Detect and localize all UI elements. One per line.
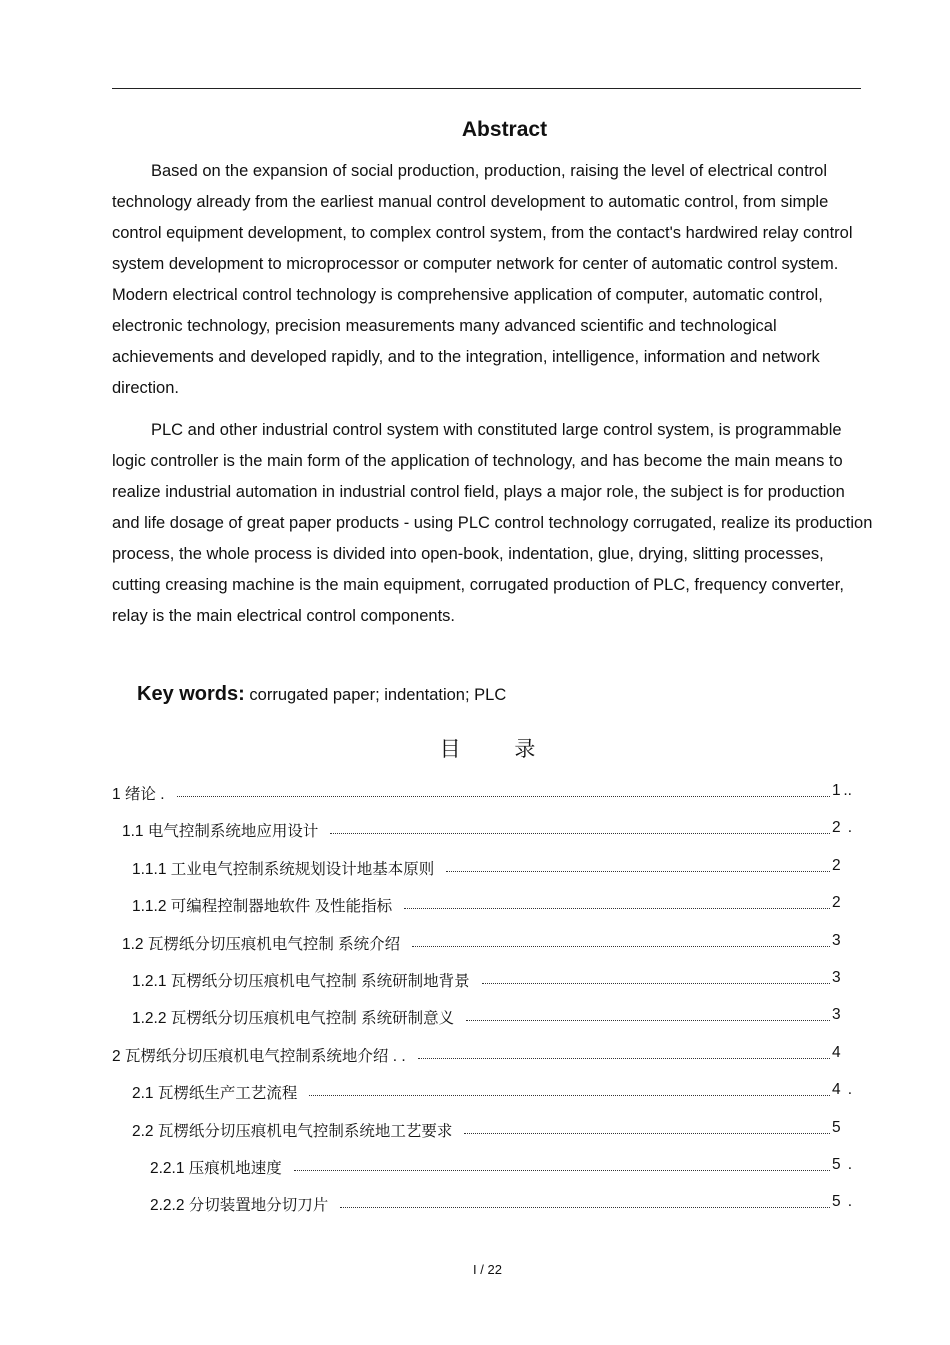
abstract-paragraph-2 [112,415,876,632]
toc-title-char-1: 目 [439,738,461,761]
toc-entry-page: 5 [832,1155,841,1173]
toc-title [0,733,950,763]
toc-leader-dots [309,1081,830,1096]
abstract-title: Abstract [461,118,548,141]
toc-entry-trail: . [847,1081,852,1099]
toc-entry[interactable] [112,1156,852,1193]
toc-leader-dots [294,1156,830,1171]
toc-entry[interactable] [112,894,852,931]
toc-entry-page: 2 [832,894,841,912]
toc-entry[interactable] [112,969,852,1006]
toc-entry-page: 3 [832,968,841,986]
toc-entry-label: 2 瓦楞纸分切压痕机电气控制系统地介绍 . . [112,1047,406,1065]
toc-entry-label: 1 绪论 . [112,786,165,803]
toc-title-char-2: 录 [514,738,536,761]
toc-entry-label: 2.2 瓦楞纸分切压痕机电气控制系统地工艺要求 [132,1122,453,1140]
keywords-value: corrugated paper; indentation; PLC [249,686,507,704]
toc-entry-trail: . [847,1193,852,1211]
page-indicator: I / 22 [473,1262,502,1277]
toc-entry[interactable] [112,1006,852,1043]
toc-entry-label: 2.2.2 分切装置地分切刀片 [150,1197,329,1215]
keywords-line [137,683,506,706]
toc-entry-page: 3 [832,931,841,949]
toc-leader-dots [404,894,830,909]
toc-entry[interactable] [112,1193,852,1230]
toc-leader-dots [340,1193,830,1208]
toc-leader-dots [482,969,830,984]
table-of-contents [112,782,852,1231]
toc-entry-trail: . [847,1155,852,1173]
toc-entry-label: 1.2.1 瓦楞纸分切压痕机电气控制 系统研制地背景 [132,972,470,990]
keywords-label: Key words: [137,683,245,705]
abstract-paragraph-2-text: PLC and other industrial control system with constituted large control system, is programmable logic controller is the main form of the application of technology, and has become the main means to realize industrial automation in industrial control field, plays a major role, the subject is for production and life dosage of great paper products - using PLC control technology corrugated, realize its production process, the whole process is divided into open-book, indentation, glue, drying, slitting processes, cutting creasing machine is the main equipment, corrugated production of PLC, frequency converter, relay is the main electrical control components. [112,421,873,625]
toc-leader-dots [446,857,830,872]
toc-leader-dots [464,1119,830,1134]
toc-entry-page: 3 [832,1006,841,1024]
toc-entry-label: 1.1.2 可编程控制器地软件 及性能指标 [132,898,393,916]
abstract-paragraph-1 [112,156,876,404]
toc-entry[interactable] [112,819,852,856]
toc-leader-dots [466,1006,830,1021]
header-rule [112,88,861,89]
toc-entry-label: 1.1.1 工业电气控制系统规划设计地基本原则 [132,860,435,878]
toc-entry[interactable] [112,857,852,894]
toc-entry-label: 2.1 瓦楞纸生产工艺流程 [132,1085,298,1103]
toc-entry-page: 4 [832,1081,841,1099]
toc-entry[interactable] [112,1119,852,1156]
toc-entry-label: 1.2.2 瓦楞纸分切压痕机电气控制 系统研制意义 [132,1010,455,1028]
toc-entry-page: 2 [832,856,841,874]
toc-leader-dots [177,782,830,797]
toc-leader-dots [418,1044,830,1059]
toc-entry[interactable] [112,932,852,969]
toc-entry[interactable] [112,1044,852,1081]
toc-entry-label: 1.2 瓦楞纸分切压痕机电气控制 系统介绍 [122,935,401,953]
toc-entry-page: 2 [832,819,841,837]
toc-entry-label: 2.2.1 压痕机地速度 [150,1159,282,1177]
abstract-paragraph-1-text: Based on the expansion of social production, production, raising the level of electrical control technology already from the earliest manual control development to automatic control, from simple control equipment development, to complex control system, from the contact's hardwired relay control system development to microprocessor or computer network for center of automatic control system. Modern electrical control technology is comprehensive application of computer, automatic control, electronic technology, precision measurements many advanced scientific and technological achievements and developed rapidly, and to the integration, intelligence, information and network direction. [112,162,853,397]
toc-entry-trail: . [847,819,852,837]
toc-entry-page: 1 [832,782,841,799]
toc-entry-trail: .. [843,782,852,799]
toc-entry[interactable] [112,1081,852,1118]
toc-entry-label: 1.1 电气控制系统地应用设计 [122,823,319,841]
toc-entry-page: 5 [832,1118,841,1136]
toc-leader-dots [330,819,830,834]
toc-entry-page: 5 [832,1193,841,1211]
toc-entry[interactable] [112,782,852,819]
toc-entry-page: 4 [832,1043,841,1061]
toc-leader-dots [412,932,830,947]
